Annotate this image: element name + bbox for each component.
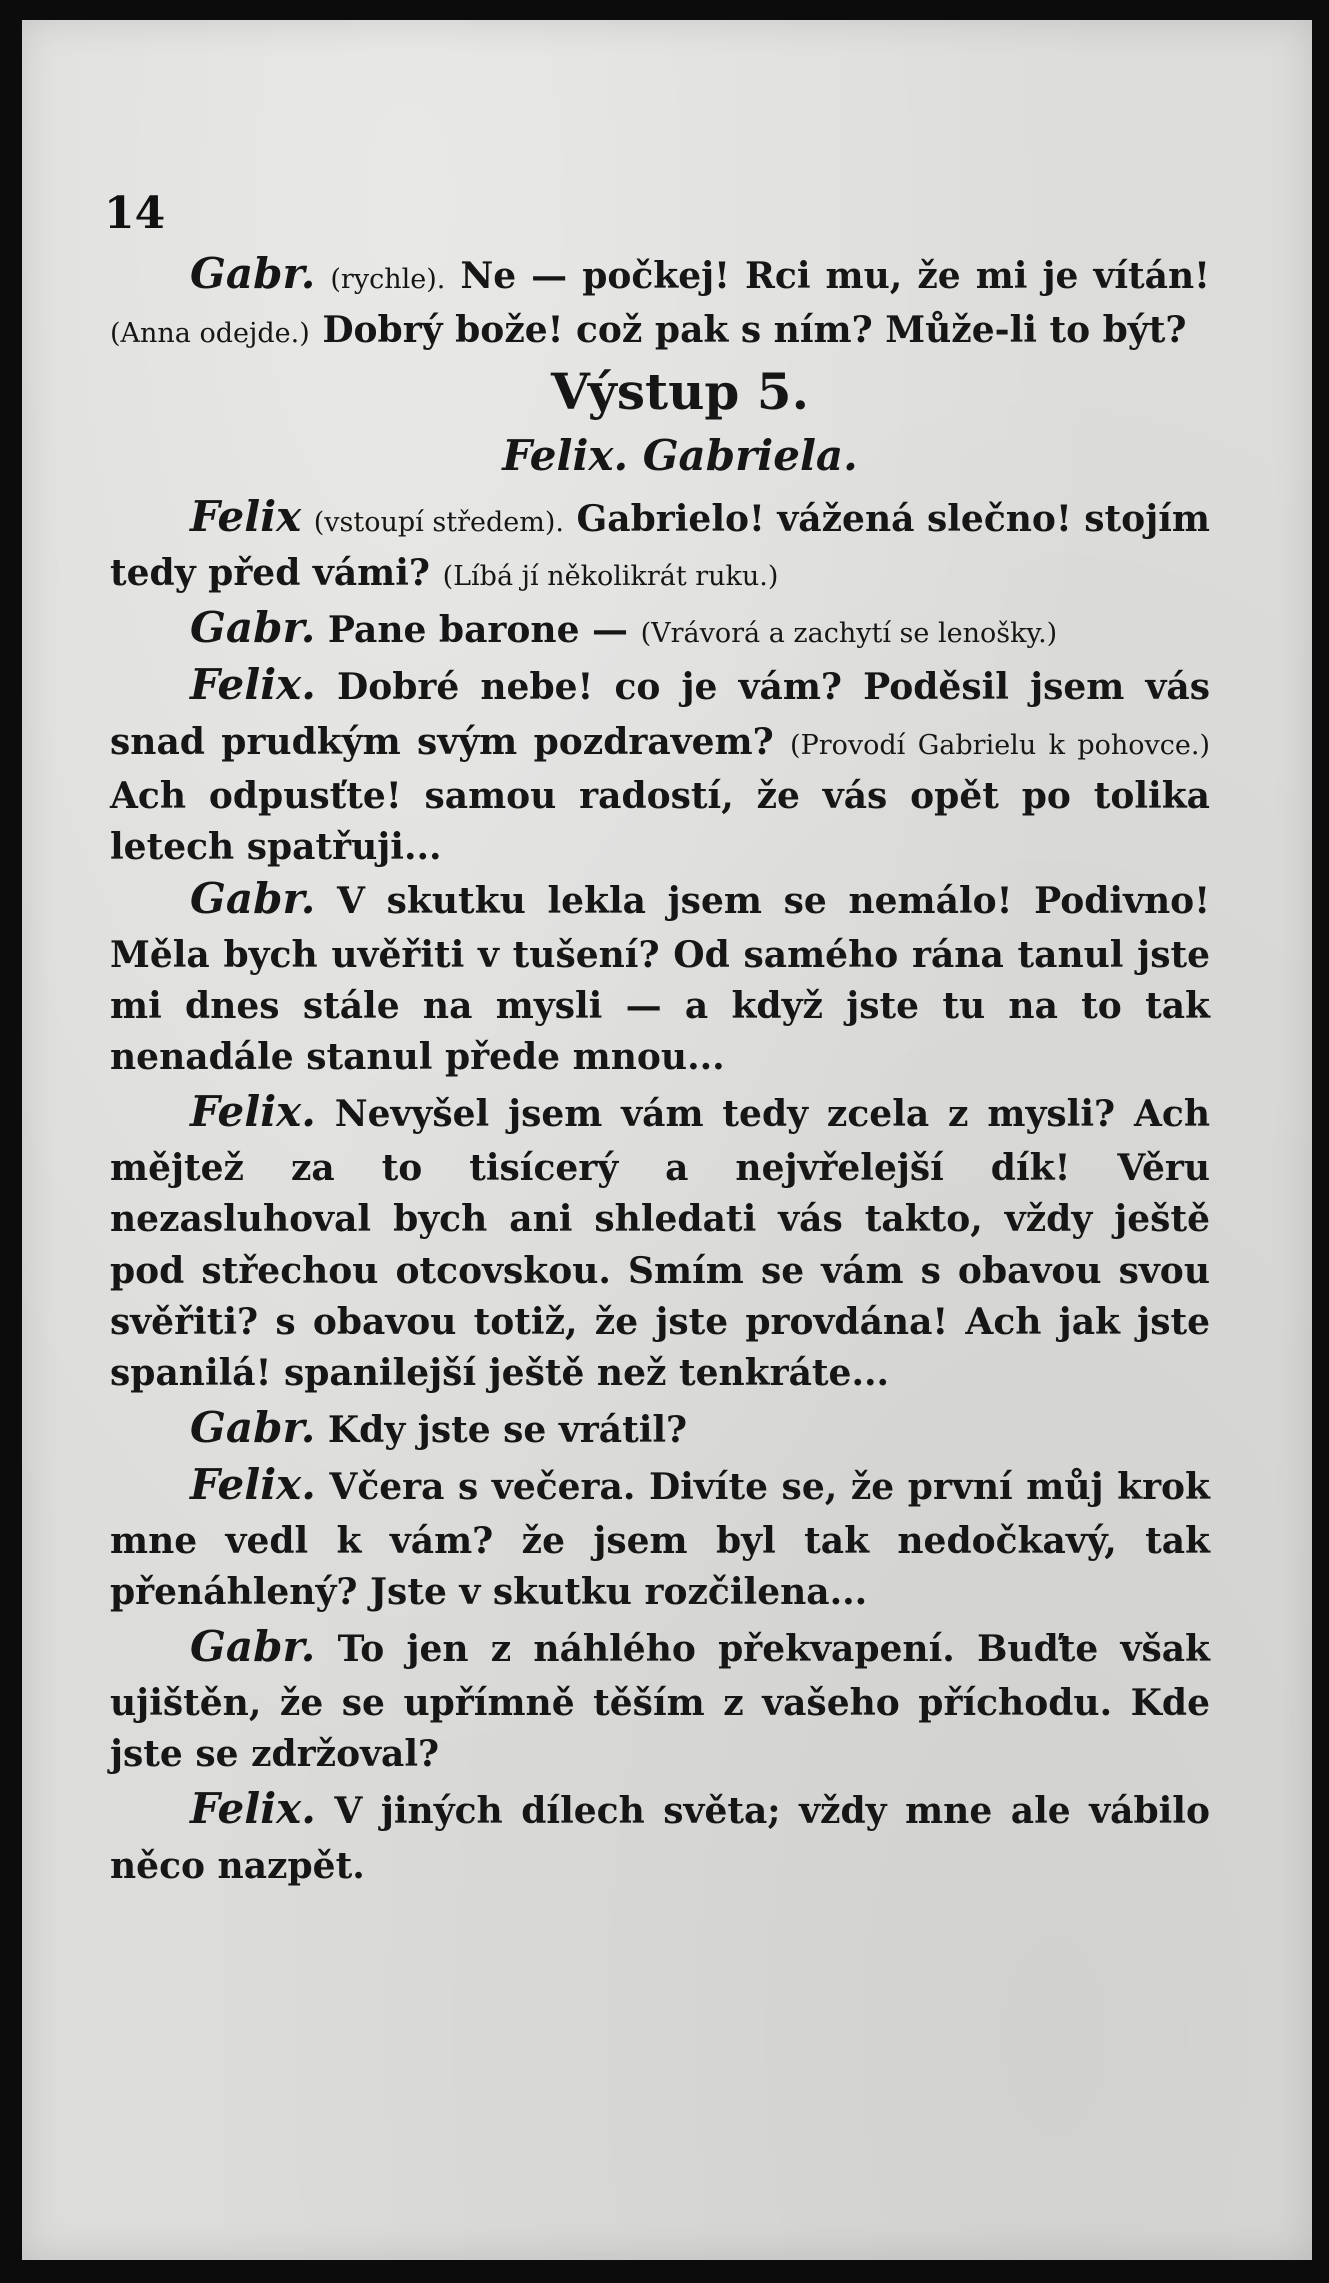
speaker-name: Gabr. (190, 1402, 316, 1452)
dialogue-list (110, 491, 1210, 1894)
page-number: 14 (104, 188, 166, 239)
stage-direction: (Provodí Gabrielu k pohovce.) (790, 729, 1210, 761)
stage-direction: (rychle). (330, 264, 446, 295)
dialogue-paragraph (110, 1783, 1210, 1894)
dialogue-paragraph (110, 1621, 1210, 1783)
dialogue-text: Ne — počkej! Rci mu, že mi je vítán! (460, 255, 1210, 297)
speaker-name: Gabr. (190, 603, 316, 653)
speaker-name: Felix. (190, 1784, 316, 1834)
dialogue-paragraph (110, 659, 1210, 872)
dialogue-text: Nevyšel jsem vám tedy zcela z mysli? Ach mějtež za to tisícerý a nejvřelejší dík! Věru nezasluhoval bych ani shledati vás takto, vždy ještě pod střechou otcovskou. Smím se vám s obavou svou svěřiti? s obavou totiž, že jste provdána! Ach jak jste spanilá! spanilejší ještě než tenkráte... (110, 1093, 1210, 1394)
dialogue-text: Včera s večera. Divíte se, že první můj krok mne vedl k vám? že jsem byl tak nedočkavý, tak přenáhlený? Jste v skutku rozčilena... (110, 1465, 1210, 1614)
dialogue-text: Kdy jste se vrátil? (327, 1408, 688, 1451)
dialogue-paragraph (110, 1402, 1210, 1459)
stage-direction: (vstoupí středem). (313, 507, 564, 539)
speaker-name: Gabr. (190, 1622, 316, 1672)
opening-paragraph (110, 248, 1210, 359)
speaker-name: Felix. (190, 660, 316, 710)
scene-title: Výstup 5. (551, 362, 809, 422)
dialogue-paragraph (110, 491, 1210, 602)
scene-cast: Felix. Gabriela. (502, 431, 858, 481)
dialogue-paragraph (110, 873, 1210, 1086)
dialogue-text: V skutku lekla jsem se nemálo! Podivno! Měla bych uvěřiti v tušení? Od samého rána tanul jste mi dnes stále na mysli — a když jste tu na to tak nenadále stanul přede mnou... (110, 879, 1210, 1079)
speaker-name: Felix (190, 492, 302, 542)
stage-direction: (Vrávorá a zachytí se lenošky.) (640, 618, 1058, 650)
page-text (110, 248, 1210, 1895)
dialogue-text: Dobrý bože! což pak s ním? Může-li to být? (322, 309, 1187, 352)
dialogue-paragraph (110, 1086, 1210, 1402)
book-page (22, 20, 1312, 2260)
stage-direction: (Líbá jí několikrát ruku.) (442, 561, 779, 593)
dialogue-text: Ach odpusťte! samou radostí, že vás opět po tolika letech spatřuji... (110, 774, 1210, 868)
dialogue-text: V jiných dílech světa; vždy mne ale vábilo něco nazpět. (110, 1790, 1210, 1887)
dialogue-text: Pane barone — (327, 609, 629, 652)
dialogue-text: Dobré nebe! co je vám? Poděsil jsem vás snad prudkým svým pozdravem? (110, 666, 1210, 763)
dialogue-text: To jen z náhlého překvapení. Buďte však ujištěn, že se upřímně těším z vašeho příchodu. Kde jste se zdržoval? (110, 1628, 1210, 1776)
speaker-name: Gabr. (190, 873, 316, 923)
dialogue-paragraph (110, 602, 1210, 659)
speaker-name: Gabr. (190, 249, 316, 298)
dialogue-paragraph (110, 1459, 1210, 1621)
stage-direction: (Anna odejde.) (110, 318, 310, 350)
speaker-name: Felix. (190, 1459, 316, 1509)
dialogue-text: Gabrielo! vážená slečno! stojím tedy před vámi? (110, 498, 1210, 595)
speaker-name: Felix. (190, 1087, 316, 1137)
